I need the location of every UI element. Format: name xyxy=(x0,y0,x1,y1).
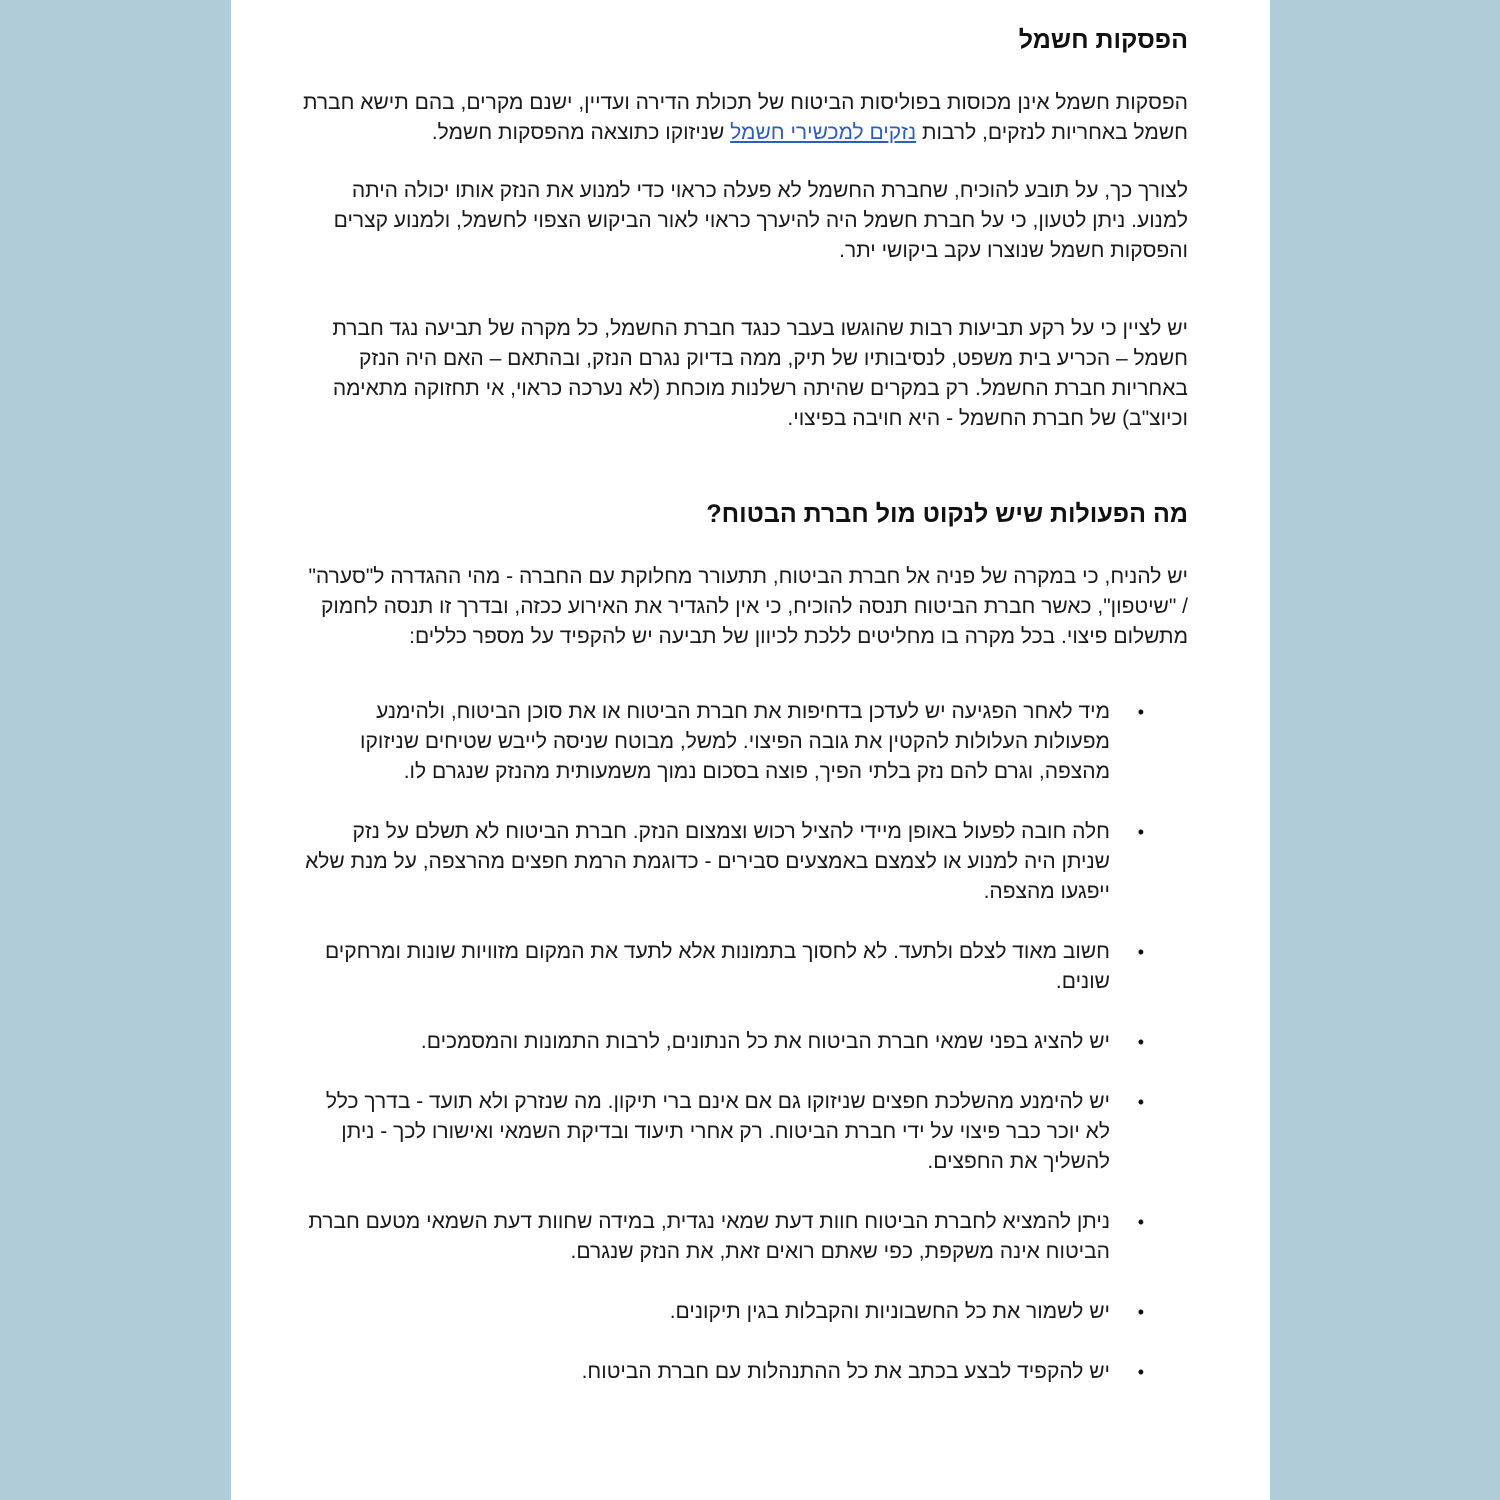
list-item xyxy=(301,1297,1188,1327)
bullet-icon: • xyxy=(1137,942,1144,962)
list-item xyxy=(301,1027,1188,1057)
bullet-icon: • xyxy=(1137,1362,1144,1382)
list-item xyxy=(301,1357,1188,1387)
list-item xyxy=(301,697,1188,787)
list-item-text: יש להקפיד לבצע בכתב את כל ההתנהלות עם חברת הביטוח. xyxy=(581,1360,1110,1383)
section-title-insurance-actions: מה הפעולות שיש לנקוט מול חברת הבטוח? xyxy=(706,500,1188,528)
bullet-icon: • xyxy=(1137,1212,1144,1232)
bullet-icon: • xyxy=(1137,1302,1144,1322)
list-item-text: יש לשמור את כל החשבוניות והקבלות בגין תיקונים. xyxy=(669,1300,1110,1323)
bullet-icon: • xyxy=(1137,1032,1144,1052)
list-item-text: חשוב מאוד לצלם ולתעד. לא לחסוך בתמונות אלא לתעד את המקום מזוויות שונות ומרחקים שונים. xyxy=(324,940,1110,993)
rules-list xyxy=(301,697,1188,1387)
bullet-icon: • xyxy=(1137,702,1144,722)
paragraph-burden-of-proof: לצורך כך, על תובע להוכיח, שחברת החשמל לא פעלה כראוי כדי למנוע את הנזק אותו יכולה היתה למנוע. ניתן לטעון, כי על חברת חשמל היה להיערך כראוי לאור הביקוש הצפוי לחשמל, ולמנוע קצרים והפסקות חשמל שנוצרו עקב ביקושי יתר. xyxy=(333,179,1188,262)
list-item xyxy=(301,1207,1188,1267)
list-item-text: מיד לאחר הפגיעה יש לעדכן בדחיפות את חברת הביטוח או את סוכן הביטוח, ולהימנע מפעולות העלולות להקטין את גובה הפיצוי. למשל, מבוטח שניסה לייבש שטיחים שניזוקו מהצפה, וגרם להם נזק בלתי הפיך, פוצה בסכום נמוך משמעותית מהנזק שנגרם לו. xyxy=(360,700,1110,783)
list-item-text: יש להימנע מהשלכת חפצים שניזוקו גם אם אינם ברי תיקון. מה שנזרק ולא תועד - בדרך כלל לא יוכר כבר פיצוי על ידי חברת הביטוח. רק אחרי תיעוד ובדיקת השמאי ואישורו לכך - ניתן להשליך את החפצים. xyxy=(325,1090,1110,1173)
list-item-text: יש להציג בפני שמאי חברת הביטוח את כל הנתונים, לרבות התמונות והמסמכים. xyxy=(420,1030,1110,1053)
paragraph-court-rulings: יש לציין כי על רקע תביעות רבות שהוגשו בעבר כנגד חברת החשמל, כל מקרה של תביעה נגד חברת חשמל – הכריע בית משפט, לנסיבותיו של תיק, ממה בדיוק נגרם הנזק, ובהתאם – האם היה הנזק באחריות חברת החשמל. רק במקרים שהיתה רשלנות מוכחת (לא נערכה כראוי, אי תחזוקה מתאימה וכיוצ"ב) של חברת החשמל - היא חויבה בפיצוי. xyxy=(332,317,1188,430)
section-title-power-outages: הפסקות חשמל xyxy=(1018,26,1188,54)
paragraph-text: שניזוקו כתוצאה מהפסקות חשמל. xyxy=(431,121,731,144)
list-item-text: ניתן להמציא לחברת הביטוח חוות דעת שמאי נגדית, במידה שחוות דעת השמאי מטעם חברת הביטוח אינה משקפת, כפי שאתם רואים זאת, את הנזק שנגרם. xyxy=(308,1210,1110,1263)
electrical-appliances-damage-link[interactable]: נזקים למכשירי חשמל xyxy=(730,121,917,144)
document-page xyxy=(231,0,1270,1500)
list-item xyxy=(301,817,1188,907)
bullet-icon: • xyxy=(1137,822,1144,842)
bullet-icon: • xyxy=(1137,1092,1144,1112)
list-item xyxy=(301,937,1188,997)
list-item-text: חלה חובה לפעול באופן מיידי להציל רכוש וצמצום הנזק. חברת הביטוח לא תשלם על נזק שניתן היה למנוע או לצמצם באמצעים סבירים - כדוגמת הרמת חפצים מהרצפה, על מנת שלא ייפגעו מהצפה. xyxy=(305,820,1110,903)
paragraph-coverage xyxy=(301,88,1188,148)
paragraph-intro-rules: יש להניח, כי במקרה של פניה אל חברת הביטוח, תתעורר מחלוקת עם החברה - מהי ההגדרה ל"סערה" / "שיטפון", כאשר חברת הביטוח תנסה להוכיח, כי אין להגדיר את האירוע ככזה, ובדרך זו תנסה לחמוק מתשלום פיצוי. בכל מקרה בו מחליטים ללכת לכיוון של תביעה יש להקפיד על מספר כללים: xyxy=(308,565,1188,648)
list-item xyxy=(301,1087,1188,1177)
paragraph-text: הפסקות חשמל אינן מכוסות בפוליסות הביטוח של תכולת הדירה ועדיין, ישנם מקרים, בהם תישא חברת חשמל באחריות לנזקים, לרבות xyxy=(302,91,1188,144)
